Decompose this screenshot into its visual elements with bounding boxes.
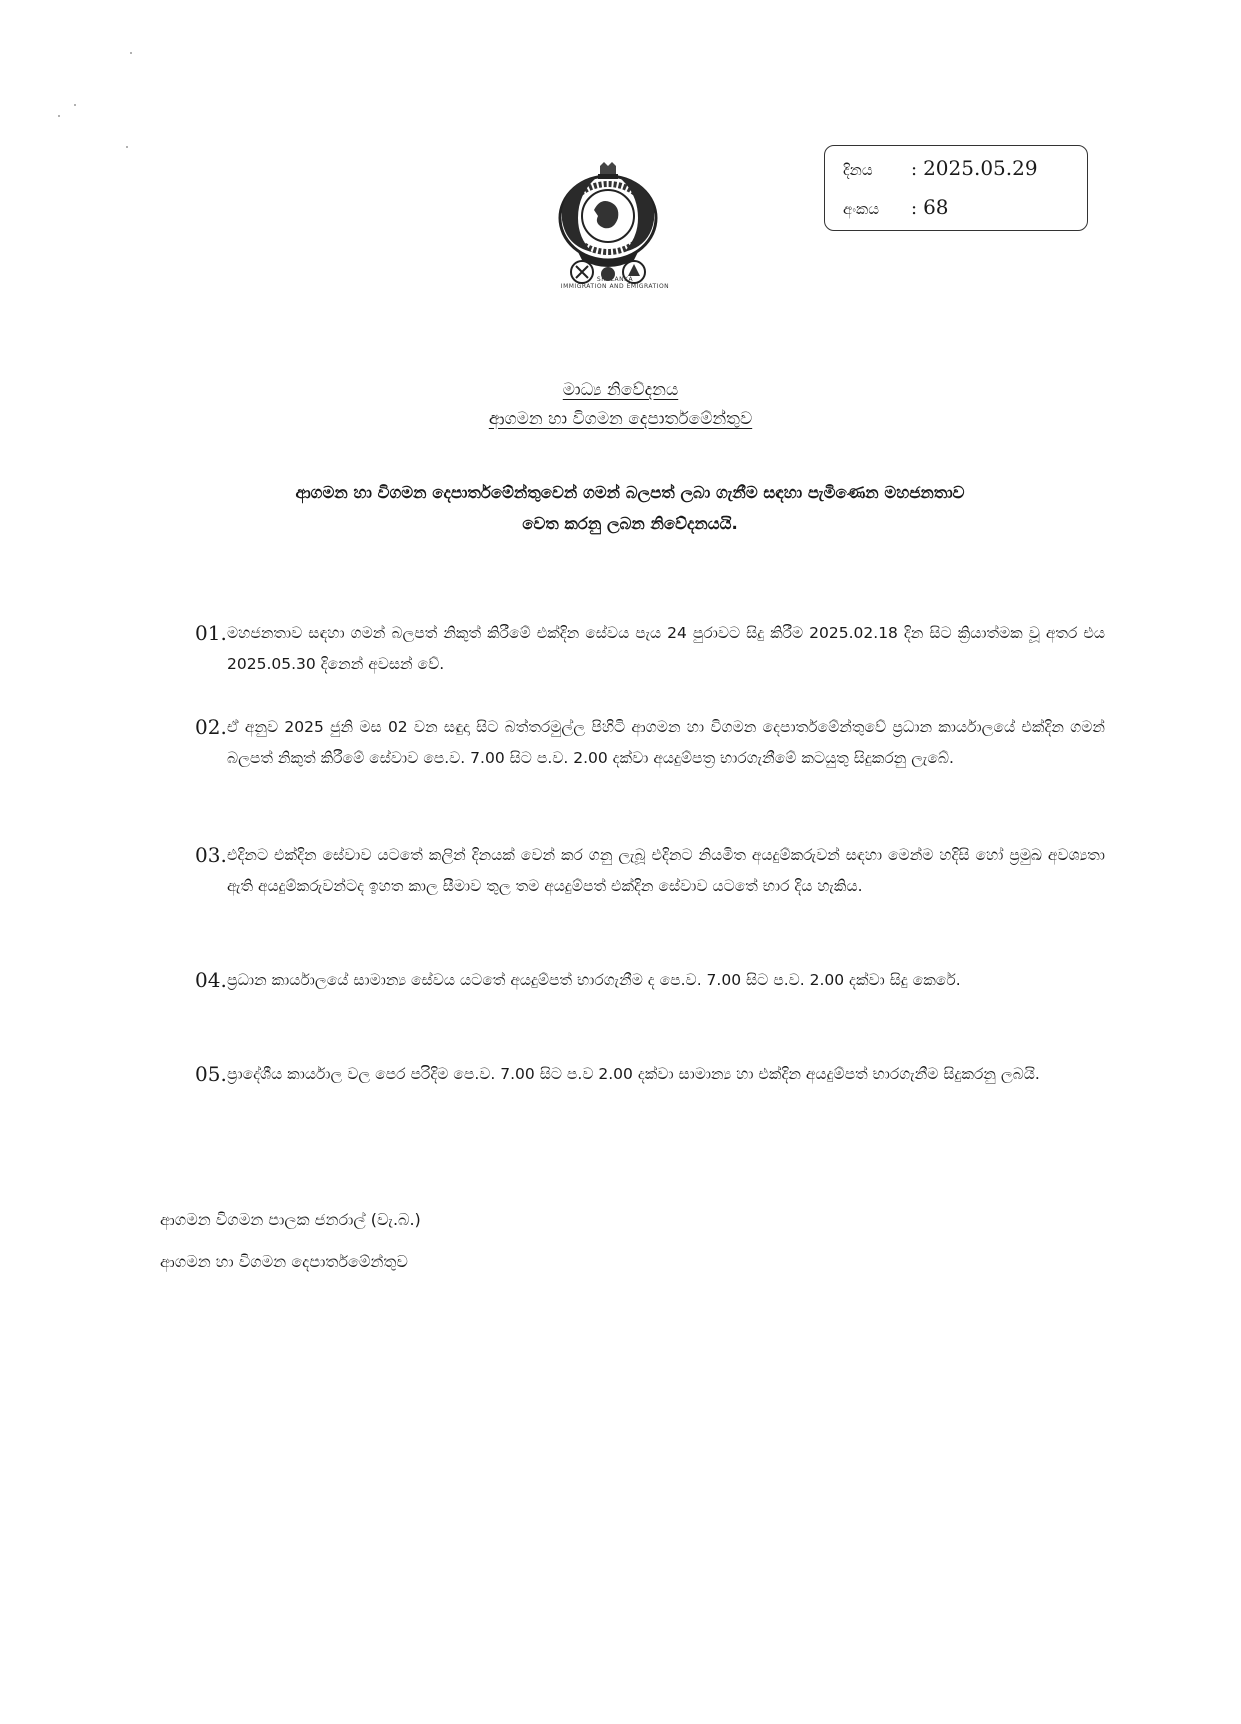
date-value: 2025.05.29	[923, 156, 1038, 180]
notice-subject	[140, 477, 1120, 539]
reference-box	[824, 145, 1088, 231]
date-label: දිනය	[843, 161, 873, 179]
number-row	[843, 195, 949, 221]
date-row	[843, 156, 1038, 182]
emblem-caption-line2: IMMIGRATION AND EMIGRATION	[560, 283, 670, 290]
item-text: ඒ අනුව 2025 ජුනි මස 02 වන සඳුදා සිට බත්තරමුල්ල පිහිටි ආගමන හා විගමන දෙපාර්තමේන්තුවේ ප්‍රධාන කාර්යාලයේ එක්දින ගමන් බලපත් නිකුත් කිරීමේ සේවාව පෙ.ව. 7.00 සිට ප.ව. 2.00 දක්වා අයදුම්පත්‍ර භාරගැනීමේ කටයුතු සිදුකරනු ලැබේ.	[227, 718, 1105, 767]
item-text: ප්‍රධාන කාර්යාලයේ සාමාන්‍ය සේවය යටතේ අයදුම්පත් භාරගැනීම ද පෙ.ව. 7.00 සිට ප.ව. 2.00 දක්වා සිදු කෙරේ.	[227, 971, 961, 989]
notice-item-3	[195, 840, 1105, 902]
item-text: මහජනතාව සඳහා ගමන් බලපත් නිකුත් කිරීමේ එක්දින සේවය පැය 24 පුරාවට සිදු කිරීම 2025.02.18 දින සිට ක්‍රියාත්මක වූ අතර එය 2025.05.30 දිනෙන් අවසන් වේ.	[227, 624, 1105, 673]
notice-item-5	[195, 1059, 1105, 1090]
item-text: එදිනට එක්දින සේවාව යටතේ කලින් දිනයක් වෙන් කර ගනු ලැබූ එදිනට නියමිත අයදුම්කරුවන් සඳහා මෙන්ම හදිසි හෝ ප්‍රමුඛ අවශ්‍යතා ඇති අයදුම්කරුවන්ටද ඉහත කාල සීමාව තුල තම අයදුම්පත් එක්දින සේවාව යටතේ භාර දිය හැකිය.	[227, 846, 1105, 895]
item-number: 01.	[195, 621, 227, 645]
page-title: මාධ්‍ය නිවේදනය	[562, 380, 679, 400]
department-title: ආගමන හා විගමන දෙපාර්තමේන්තුව	[488, 409, 753, 429]
scan-speck	[74, 104, 76, 106]
item-number: 05.	[195, 1062, 227, 1086]
subject-line1: ආගමන හා විගමන දෙපාර්තමේන්තුවෙන් ගමන් බලපත් ලබා ගැනීම සඳහා පැමිණෙන මහජනතාව	[295, 483, 965, 502]
item-number: 03.	[195, 843, 227, 867]
emblem-caption-line1: SRI LANKA	[596, 276, 634, 283]
department-emblem-icon	[548, 160, 668, 290]
item-number: 04.	[195, 968, 227, 992]
date-separator: :	[911, 159, 918, 180]
scan-speck	[126, 146, 128, 148]
item-text: ප්‍රාදේශීය කාර්යාල වල පෙර පරිදිම පෙ.ව. 7.00 සිට ප.ව 2.00 දක්වා සාමාන්‍ය හා එක්දින අයදුම්පත් භාරගැනීම සිදුකරනු ලබයි.	[227, 1065, 1040, 1083]
emblem-caption	[560, 276, 670, 290]
notice-item-4	[195, 965, 1105, 996]
number-label: අංකය	[843, 200, 880, 218]
notice-item-2	[195, 712, 1105, 774]
number-separator: :	[911, 198, 918, 219]
scan-speck	[130, 52, 132, 54]
number-value: 68	[923, 195, 949, 219]
subject-line2: වෙත කරනු ලබන නිවේදනයයි.	[522, 514, 738, 533]
signatory-designation: ආගමන විගමන පාලක ජනරාල් (වැ.බ.)	[160, 1210, 421, 1229]
signatory-department: ආගමන හා විගමන දෙපාර්තමේන්තුව	[160, 1252, 408, 1271]
item-number: 02.	[195, 715, 227, 739]
scan-speck	[58, 115, 60, 117]
notice-item-1	[195, 618, 1105, 680]
